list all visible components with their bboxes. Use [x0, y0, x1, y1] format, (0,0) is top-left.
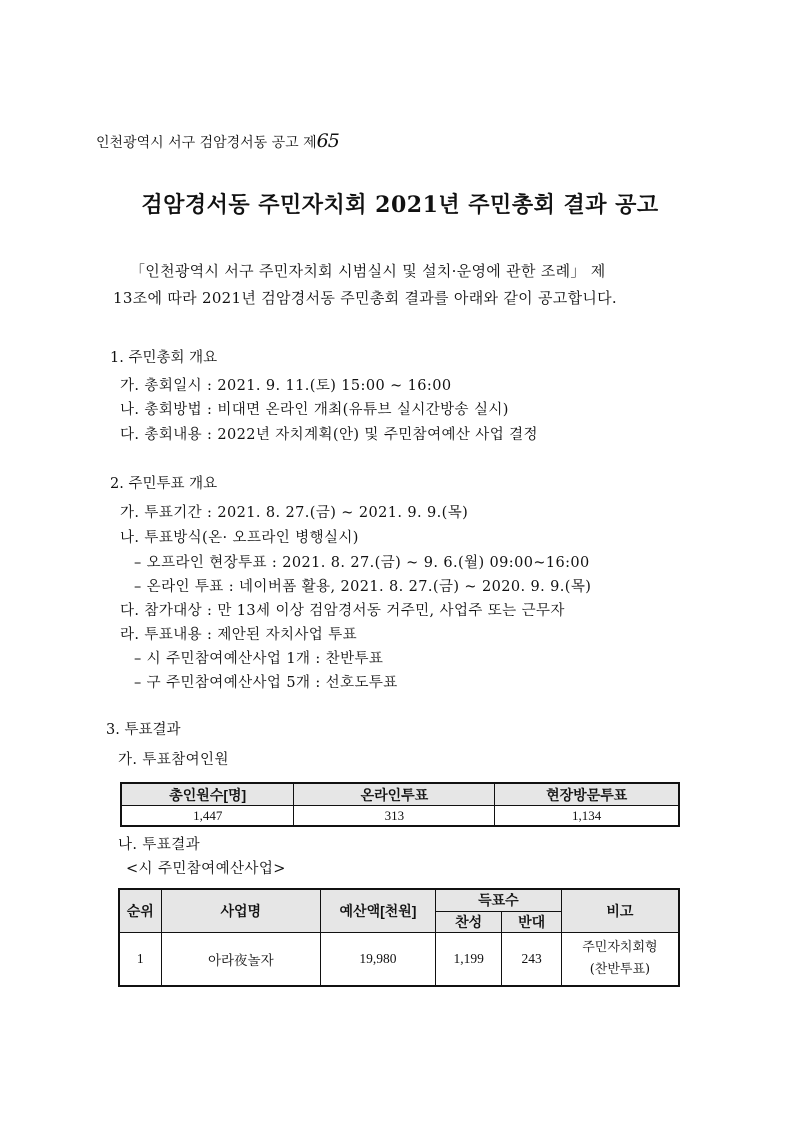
intro-line-2: 13조에 따라 2021년 검암경서동 주민총회 결과를 아래와 같이 공고합니다.: [113, 289, 618, 307]
section-1-item: 가. 총회일시 : 2021. 9. 11.(토) 15:00 ~ 16:00: [120, 378, 452, 394]
remarks-line: 주민자치회형: [582, 940, 658, 955]
table-cell: 1,134: [495, 806, 679, 827]
table-header-cell: 총인원수[명]: [121, 783, 294, 806]
notice-number-line: [96, 130, 339, 152]
section-2-subitem: – 오프라인 현장투표 : 2021. 8. 27.(금) ~ 9. 6.(월) 09:00~16:00: [134, 555, 590, 571]
vote-result-table: [118, 888, 680, 987]
table-cell: 아라夜놀자: [161, 933, 321, 987]
participation-table: [120, 782, 680, 827]
remarks-line: (찬반투표): [589, 962, 651, 977]
section-1-item: 다. 총회내용 : 2022년 자치계획(안) 및 주민참여예산 사업 결정: [120, 427, 538, 443]
table-header-cell: 비고: [561, 889, 679, 933]
table-header-cell: 사업명: [161, 889, 321, 933]
table-header-cell: 예산액[천원]: [321, 889, 436, 933]
section-1-item: 나. 총회방법 : 비대면 온라인 개최(유튜브 실시간방송 실시): [120, 402, 509, 418]
section-2-subitem: – 구 주민참여예산사업 5개 : 선호도투표: [134, 675, 398, 691]
section-3-sub-b-caption: <시 주민참여예산사업>: [126, 861, 286, 877]
table-header-cell: 찬성: [435, 911, 502, 933]
table-header-row: [121, 783, 679, 806]
intro-line-1: 「인천광역시 서구 주민자치회 시범실시 및 설치·운영에 관한 조례」 제: [130, 262, 606, 280]
notice-number: 65: [316, 130, 339, 152]
table-row: [119, 933, 679, 987]
table-header-cell: 득표수: [435, 889, 561, 911]
page-title: 검암경서동 주민자치회 2021년 주민총회 결과 공고: [141, 192, 659, 218]
table-cell: 1: [119, 933, 161, 987]
notice-prefix: 인천광역시 서구 검암경서동 공고 제: [96, 135, 317, 151]
table-cell: 313: [294, 806, 495, 827]
table-header-cell: 온라인투표: [294, 783, 495, 806]
section-2-item: 가. 투표기간 : 2021. 8. 27.(금) ~ 2021. 9. 9.(목): [120, 505, 469, 521]
table-row: [121, 806, 679, 827]
table-header-cell: 반대: [502, 911, 561, 933]
table-header-cell: 순위: [119, 889, 161, 933]
section-1-heading: 1. 주민총회 개요: [110, 350, 218, 366]
table-cell: 19,980: [321, 933, 436, 987]
table-cell: 1,447: [121, 806, 294, 827]
section-2-subitem: – 온라인 투표 : 네이버폼 활용, 2021. 8. 27.(금) ~ 2020. 9. 9.(목): [134, 579, 592, 595]
section-2-subitem: – 시 주민참여예산사업 1개 : 찬반투표: [134, 651, 384, 667]
table-cell: 243: [502, 933, 561, 987]
section-2-item: 다. 참가대상 : 만 13세 이상 검암경서동 거주민, 사업주 또는 근무자: [120, 603, 565, 619]
section-2-heading: 2. 주민투표 개요: [110, 476, 218, 492]
section-2-item: 라. 투표내용 : 제안된 자치사업 투표: [120, 627, 358, 643]
table-cell: 1,199: [435, 933, 502, 987]
table-cell: [561, 933, 679, 987]
section-3-heading: 3. 투표결과: [106, 722, 181, 738]
section-3-sub-b: 나. 투표결과: [118, 837, 201, 853]
section-3-sub-a: 가. 투표참여인원: [118, 752, 229, 768]
table-header-cell: 현장방문투표: [495, 783, 679, 806]
table-header-row: [119, 889, 679, 911]
section-2-item: 나. 투표방식(온· 오프라인 병행실시): [120, 530, 359, 546]
